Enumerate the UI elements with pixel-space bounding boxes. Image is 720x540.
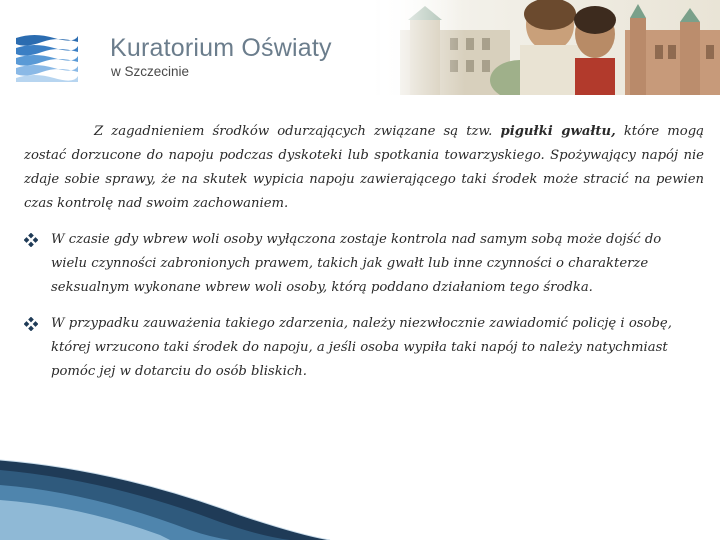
intro-text-start: Z zagadnieniem środków odurzających związane są tzw. (94, 124, 501, 139)
intro-text-bold: pigułki gwałtu, (500, 124, 616, 139)
header-title: Kuratorium Oświaty (110, 34, 332, 62)
header-subtitle: w Szczecinie (111, 64, 190, 79)
header-photo-collage (380, 0, 720, 95)
intro-text-end: które mogą zostać dorzucone do napoju podczas dyskoteki lub spotkania towarzyskiego. Spożywający napój nie zdaje sobie sprawy, że na skutek wypicia napoju zawierającego taki środek może stracić na pewien czas kontrolę nad swoim zachowaniem. (24, 124, 704, 211)
bullet-text: W czasie gdy wbrew woli osoby wyłączona zostaje kontrola nad samym sobą może dojść do wielu czynności zabronionych prawem, takich jak gwałt lub inne czynności o charakterze seksualnym wykonane wbrew woli osoby, którą poddano działaniom tego środka. (51, 232, 662, 295)
kuratorium-logo-icon (14, 30, 80, 84)
footer-wave-decoration (0, 440, 720, 540)
diamond-bullet-icon (24, 233, 38, 247)
intro-paragraph (24, 120, 704, 216)
bullet-text: W przypadku zauważenia takiego zdarzenia, należy niezwłocznie zawiadomić policję i osobę, której wrzucono taki środek do napoju, a jeśli osoba wypiła taki napój to należy natychmiast pomóc jej w dotarciu do osób bliskich. (51, 316, 672, 379)
diamond-bullet-icon (24, 317, 38, 331)
header-banner (0, 0, 720, 95)
